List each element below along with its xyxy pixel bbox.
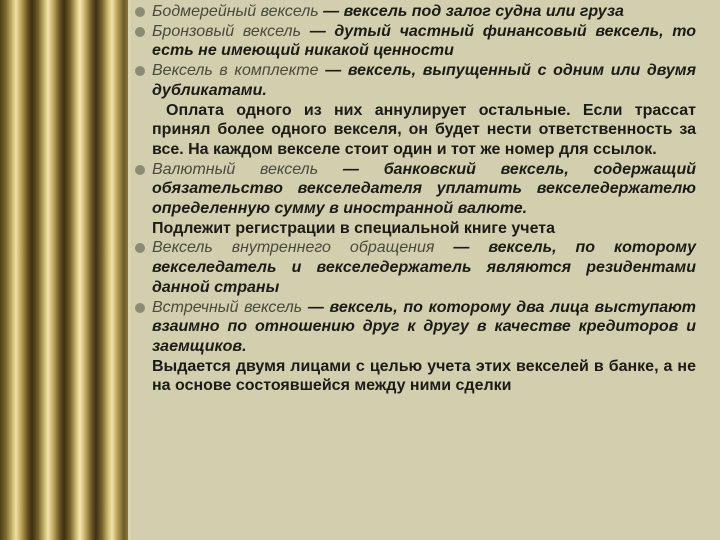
term-definition: вексель под залог судна или груза <box>343 3 624 20</box>
list-item <box>131 160 720 239</box>
list-item <box>131 2 720 22</box>
term-dash: — <box>434 239 489 257</box>
term-note: Оплата одного из них аннулирует остальные. Если трассат принял более одного векселя, он будет нести ответственность за все. На каждом векселе стоит один и тот же номер для ссылок. <box>152 101 696 158</box>
term-dash: — <box>318 160 384 178</box>
bullet-icon <box>135 27 145 37</box>
slide-content <box>131 0 720 540</box>
term-dash: — <box>318 3 344 20</box>
term-name: Бронзовый вексель <box>152 22 301 40</box>
list-item <box>131 298 720 397</box>
term-dash: — <box>300 22 335 40</box>
bullet-icon <box>135 165 145 175</box>
term-definition: вексель, по которому два лица выступают взаимно по отношению друг к другу в качестве кредиторов и заемщиков. <box>152 298 696 355</box>
term-list <box>131 2 720 396</box>
term-dash: — <box>302 298 330 316</box>
bullet-icon <box>135 7 145 17</box>
list-item <box>131 22 720 61</box>
term-name: Бодмерейный вексель <box>152 3 319 20</box>
term-definition: дутый частный финансовый вексель, то есть не имеющий никакой ценности <box>152 22 697 60</box>
term-note: Подлежит регистрации в специальной книге учета <box>152 219 556 237</box>
term-name: Вексель внутреннего обращения <box>152 239 435 257</box>
term-name: Валютный вексель <box>152 160 319 178</box>
term-definition: вексель, по которому векселедатель и векселедержатель являются резидентами данной страны <box>152 239 697 296</box>
bullet-icon <box>135 66 145 76</box>
list-item <box>131 238 720 297</box>
term-dash: — <box>318 62 348 80</box>
term-definition: вексель, выпущенный с одним или двумя дубликатами. <box>152 62 697 99</box>
decorative-gold-stripes <box>0 0 128 540</box>
term-name: Вексель в комплекте <box>152 62 319 80</box>
bullet-icon <box>135 303 145 313</box>
term-definition: банковский вексель, содержащий обязательство векселедателя уплатить векселедержателю определенную сумму в иностранной валюте. <box>152 160 697 218</box>
list-item <box>131 61 720 160</box>
term-note: Выдается двумя лицами с целью учета этих векселей в банке, а не на основе состоявшейся между ними сделки <box>152 357 696 395</box>
term-name: Встречный вексель <box>152 298 303 316</box>
bullet-icon <box>135 243 145 253</box>
